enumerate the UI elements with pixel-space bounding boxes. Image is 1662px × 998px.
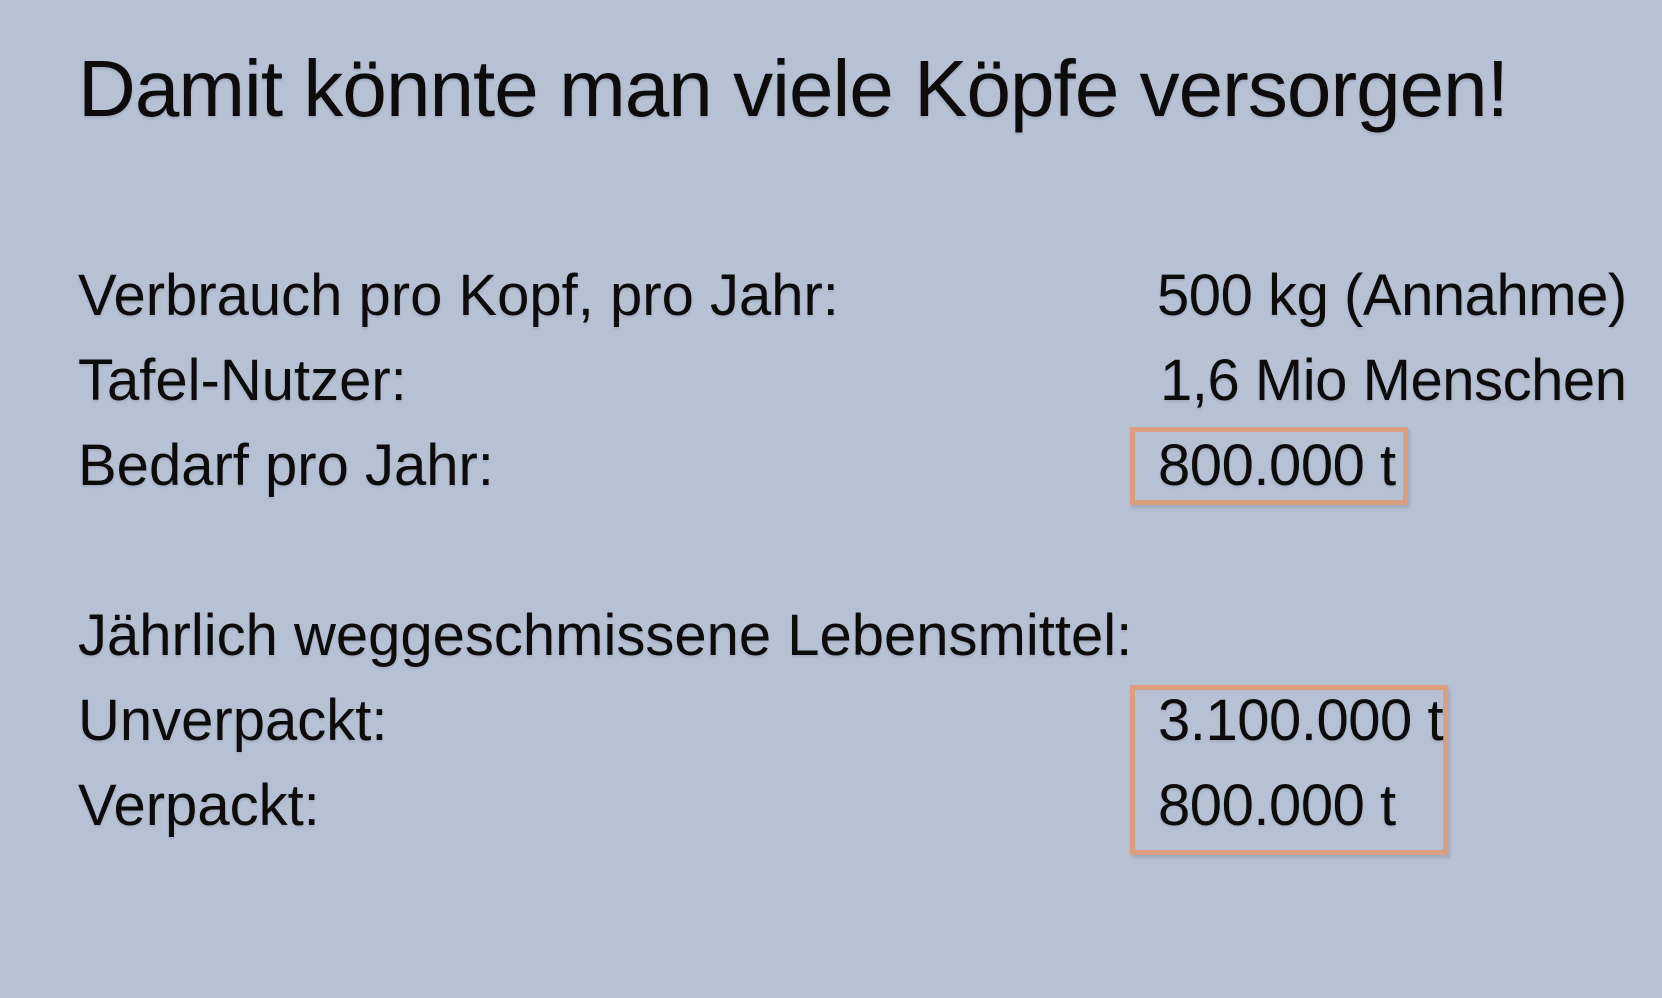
label-bedarf: Bedarf pro Jahr: [78, 433, 494, 498]
row-bedarf [0, 423, 1662, 508]
row-verbrauch [0, 253, 1662, 338]
label-verbrauch: Verbrauch pro Kopf, pro Jahr: [78, 263, 839, 328]
label-lebensmittel-heading: Jährlich weggeschmissene Lebensmittel: [78, 603, 1133, 668]
row-lebensmittel-heading [0, 593, 1662, 678]
row-tafel-nutzer [0, 338, 1662, 423]
row-unverpackt [0, 678, 1662, 763]
value-verpackt: 800.000 t [1158, 773, 1396, 838]
value-unverpackt: 3.100.000 t [1158, 688, 1444, 753]
row-verpackt [0, 763, 1662, 848]
value-bedarf: 800.000 t [1158, 433, 1396, 498]
label-unverpackt: Unverpackt: [78, 688, 388, 753]
label-verpackt: Verpackt: [78, 773, 320, 838]
slide-title: Damit könnte man viele Köpfe versorgen! [78, 44, 1508, 133]
value-tafel-nutzer: 1,6 Mio Menschen [1160, 348, 1627, 413]
label-tafel-nutzer: Tafel-Nutzer: [78, 348, 407, 413]
value-verbrauch: 500 kg (Annahme) [1157, 263, 1627, 328]
